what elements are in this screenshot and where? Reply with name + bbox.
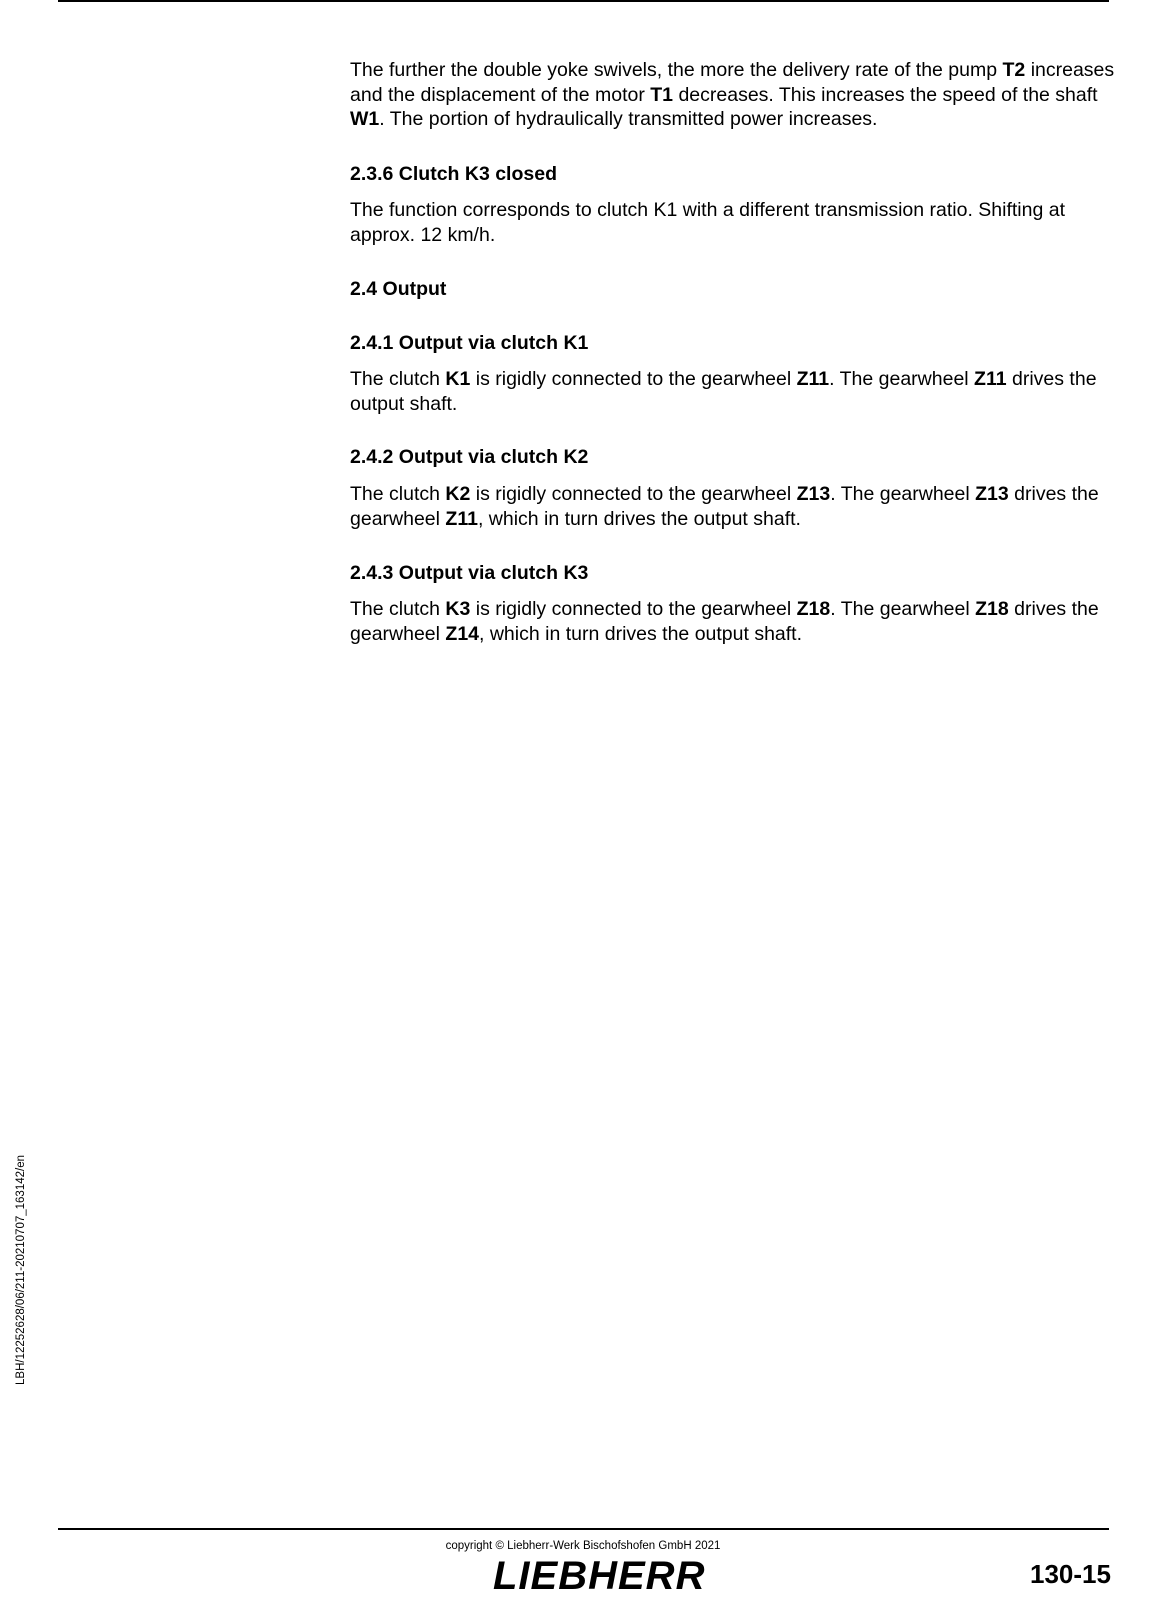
- paragraph-2-4-1: [350, 367, 1120, 416]
- top-rule: [58, 0, 1109, 2]
- text-run: . The portion of hydraulically transmitted power increases.: [379, 108, 878, 130]
- text-run: . The gearwheel: [830, 483, 976, 505]
- paragraph-2-4-2: [350, 482, 1120, 531]
- bold-term: K3: [445, 598, 471, 620]
- bold-term: Z18: [975, 598, 1009, 620]
- text-run: The further the double yoke swivels, the more the delivery rate of the pump: [350, 59, 1003, 81]
- bold-term: Z11: [974, 368, 1007, 390]
- text-run: increases and the displacement of the motor: [350, 59, 1115, 106]
- text-run: is rigidly connected to the gearwheel: [470, 368, 797, 390]
- paragraph-2-3-6: The function corresponds to clutch K1 with a different transmission ratio. Shifting at approx. 12 km/h.: [350, 199, 1066, 246]
- bold-term: Z13: [975, 483, 1009, 505]
- text-run: . The gearwheel: [830, 598, 976, 620]
- side-document-id: LBH/12252628/06/211-20210707_163142/en: [15, 1155, 27, 1385]
- text-run: drives the gearwheel: [350, 483, 1099, 530]
- text-run: drives the gearwheel: [350, 598, 1099, 645]
- copyright-notice: copyright © Liebherr-Werk Bischofshofen GmbH 2021: [445, 1540, 721, 1552]
- heading-2-3-6: 2.3.6 Clutch K3 closed: [350, 163, 557, 185]
- bold-term: T2: [1002, 59, 1026, 81]
- text-run: The clutch: [350, 483, 446, 505]
- intro-paragraph: [350, 58, 1120, 132]
- heading-2-4-3: 2.4.3 Output via clutch K3: [350, 562, 589, 584]
- text-run: decreases. This increases the speed of the shaft: [673, 83, 1098, 106]
- bold-term: T1: [650, 83, 674, 106]
- bold-term: Z18: [796, 598, 831, 620]
- page-number: 130-15: [1030, 1559, 1111, 1589]
- text-run: . The gearwheel: [829, 368, 975, 390]
- text-run: , which in turn drives the output shaft.: [479, 622, 803, 645]
- text-run: is rigidly connected to the gearwheel: [470, 598, 797, 620]
- heading-2-4-2: 2.4.2 Output via clutch K2: [350, 446, 589, 468]
- heading-2-4: 2.4 Output: [350, 278, 447, 300]
- bold-term: Z11: [796, 368, 830, 390]
- bold-term: W1: [350, 108, 380, 130]
- text-run: The clutch: [350, 598, 446, 620]
- bold-term: K1: [445, 368, 471, 390]
- bold-term: Z11: [445, 507, 478, 530]
- paragraph-2-4-3: [350, 597, 1120, 646]
- bold-term: Z14: [445, 622, 480, 645]
- heading-2-4-1: 2.4.1 Output via clutch K1: [350, 332, 589, 354]
- liebherr-logo: [493, 1554, 706, 1598]
- bold-term: Z13: [796, 483, 831, 505]
- text-run: is rigidly connected to the gearwheel: [470, 483, 797, 505]
- bold-term: K2: [445, 483, 471, 505]
- logo-text: LIEBHERR: [493, 1554, 706, 1598]
- text-run: drives the output shaft.: [350, 368, 1097, 415]
- text-run: The clutch: [350, 368, 446, 390]
- text-run: , which in turn drives the output shaft.: [477, 507, 801, 530]
- bottom-rule: [58, 1528, 1109, 1530]
